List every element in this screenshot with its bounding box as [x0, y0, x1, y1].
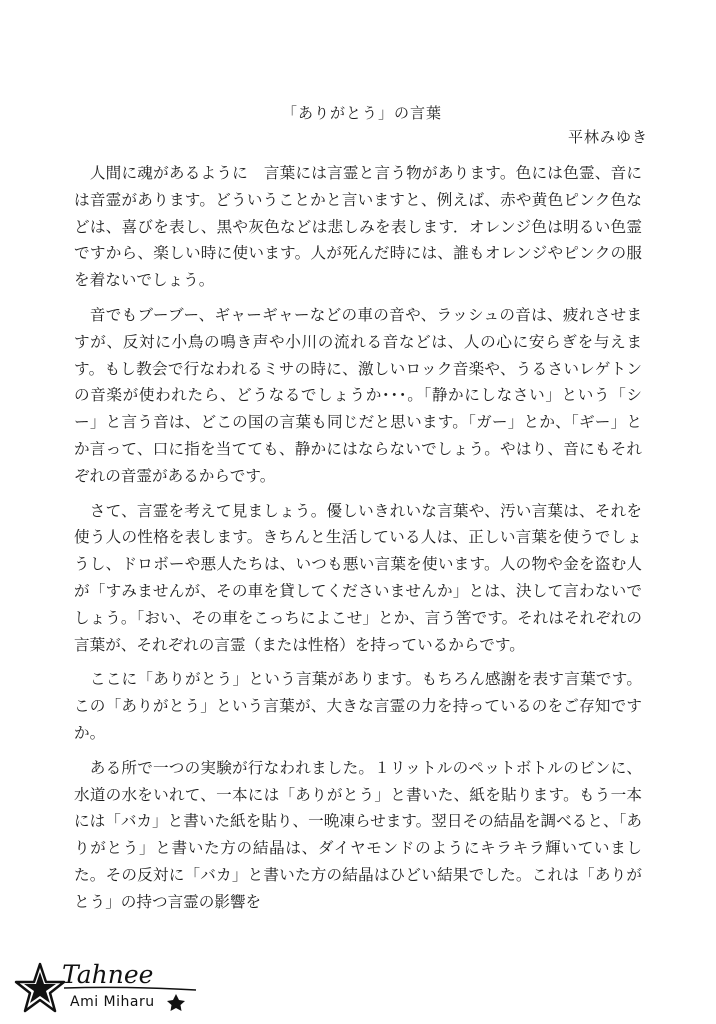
- paragraph: さて、言霊を考えて見ましょう。優しいきれいな言葉や、汚い言葉は、それを使う人の性格を表します。きちんと生活している人は、正しい言葉を使うでしょうし、ドロボーや悪人たちは、いつも悪い言葉を使います。人の物や金を盗む人が「すみませんが、その車を貸してくださいませんか」とは、決して言わないでしょう。「おい、その車をこっちによこせ」とか、言う筈です。それはそれぞれの言葉が、それぞれの言霊（または性格）を持っているからです。: [74, 501, 642, 654]
- paragraph: ここに「ありがとう」という言葉があります。もちろん感謝を表す言葉です。この「ありがとう」という言葉が、大きな言霊の力を持っているのをご存知ですか。: [74, 670, 642, 742]
- document-author: 平林みゆき: [567, 128, 648, 146]
- document-body: [74, 160, 642, 916]
- document-page: [74, 100, 648, 924]
- star-icon: [16, 964, 64, 1011]
- watermark-logo-text: Tahnee: [62, 960, 154, 989]
- watermark-sub-text: Ami Miharu: [70, 994, 155, 1010]
- paragraph: 人間に魂があるように 言葉には言霊と言う物があります。色には色霊、音には音霊があります。どういうことかと言いますと、例えば、赤や黄色ピンク色などは、喜びを表し、黒や灰色などは悲しみを表します．オレンジ色は明るい色霊ですから、楽しい時に使います。人が死んだ時には、誰もオレンジやピンクの服を着ないでしょう。: [74, 164, 642, 290]
- paragraph: ある所で一つの実験が行なわれました。１リットルのペットボトルのビンに、水道の水をいれて、一本には「ありがとう」と書いた、紙を貼ります。もう一本には「バカ」と書いた紙を貼り、一晩凍らせます。翌日その結晶を調べると、「ありがとう」と書いた方の結晶は、ダイヤモンドのようにキラキラ輝いていました。その反対に「バカ」と書いた方の結晶はひどい結果でした。これは「ありがとう」の持つ言霊の影響を: [74, 758, 642, 911]
- paragraph: 音でもブーブー、ギャーギャーなどの車の音や、ラッシュの音は、疲れさせますが、反対に小鳥の鳴き声や小川の流れる音などは、人の心に安らぎを与えます。もし教会で行なわれるミサの時に、激しいロック音楽や、うるさいレゲトンの音楽が使われたら、どうなるでしょうか･･･。「静かにしなさい」という「シー」と言う音は、どこの国の言葉も同じだと思います。「ガー」とか、「ギー」とか言って、口に指を当てても、静かにはならないでしょう。やはり、音にもそれぞれの音霊があるからです。: [74, 305, 642, 485]
- document-title: 「ありがとう」の言葉: [281, 104, 442, 122]
